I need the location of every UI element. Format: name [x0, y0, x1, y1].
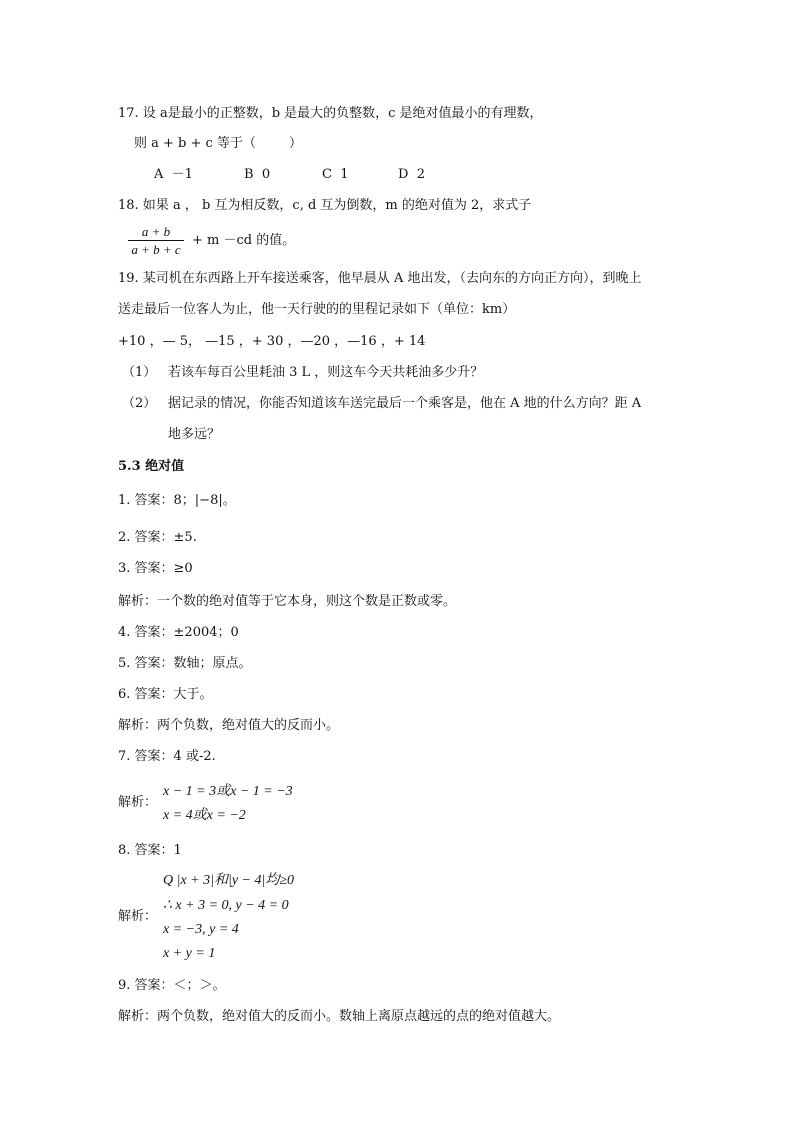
answer-7-analysis-label: 解析：	[118, 795, 158, 810]
q18-line1: 18. 如果 a ， b 互为相反数，c, d 互为倒数，m 的绝对值为 2，求式子	[118, 198, 532, 213]
answer-7: 7. 答案：4 或-2.	[118, 749, 216, 764]
answer-5: 5. 答案：数轴；原点。	[118, 656, 252, 671]
q18-fraction-denominator: a + b + c	[131, 242, 181, 257]
section-title: 5.3 绝对值	[118, 459, 185, 474]
q18-after-fraction: + m －cd 的值。	[192, 233, 296, 248]
answer-6-analysis: 解析：两个负数，绝对值大的反而小。	[118, 718, 340, 733]
q19-sub2-number: （2）	[122, 396, 157, 411]
q18-fraction-numerator: a + b	[141, 224, 171, 239]
answer-8-math-line-3: x = −3, y = 4	[163, 922, 239, 937]
answer-8-analysis-label: 解析：	[118, 909, 158, 924]
q19-line2: 送走最后一位客人为止，他一天行驶的的里程记录如下（单位：km）	[118, 302, 516, 317]
q17-line1: 17. 设 a是最小的正整数，b 是最大的负整数，c 是绝对值最小的有理数，	[118, 106, 543, 121]
answer-8-math-line-1: Q |x + 3|和|y − 4|均≥0	[163, 873, 295, 888]
answer-7-math-line-2: x = 4或x = −2	[163, 808, 246, 823]
q17-option-b: B 0	[244, 167, 271, 182]
answer-9: 9. 答案：＜；＞。	[118, 978, 226, 993]
q19-record: +10 ，— 5， —15 ，+ 30 ，—20 ，—16 ，+ 14	[118, 334, 426, 349]
q18-fraction	[128, 224, 184, 257]
q19-line1: 19. 某司机在东西路上开车接送乘客，他早晨从 A 地出发，（去向东的方向正方向），到晚上	[118, 271, 642, 286]
q17-option-d: D 2	[398, 167, 425, 182]
answer-3: 3. 答案：≥0	[118, 561, 193, 576]
q17-line2: 则 a + b + c 等于（ ）	[134, 136, 302, 151]
answer-8-math-line-4: x + y = 1	[163, 946, 216, 961]
answer-8: 8. 答案：1	[118, 843, 182, 858]
answer-6: 6. 答案：大于。	[118, 687, 213, 702]
q17-option-c: C 1	[322, 167, 349, 182]
answer-3-analysis: 解析：一个数的绝对值等于它本身，则这个数是正数或零。	[118, 594, 457, 609]
q19-sub2-text: 据记录的情况，你能否知道该车送完最后一个乘客是，他在 A 地的什么方向？距 A	[168, 396, 642, 411]
answer-7-math-line-1: x − 1 = 3或x − 1 = −3	[163, 784, 293, 799]
q19-sub1-number: （1）	[122, 365, 157, 380]
answer-2: 2. 答案：±5.	[118, 530, 197, 545]
q18-fraction-bar	[128, 240, 184, 241]
answer-4: 4. 答案：±2004；0	[118, 625, 239, 640]
q19-sub2-text-cont: 地多远？	[168, 427, 221, 442]
q17-option-a: A －1	[154, 167, 193, 182]
answer-1: 1. 答案：8；|−8|。	[118, 493, 236, 508]
answer-8-math-line-2: ∴ x + 3 = 0, y − 4 = 0	[163, 898, 289, 913]
answer-9-analysis: 解析：两个负数，绝对值大的反而小。数轴上离原点越远的点的绝对值越大。	[118, 1009, 561, 1024]
q19-sub1-text: 若该车每百公里耗油 3 L ，则这车今天共耗油多少升？	[168, 365, 484, 380]
